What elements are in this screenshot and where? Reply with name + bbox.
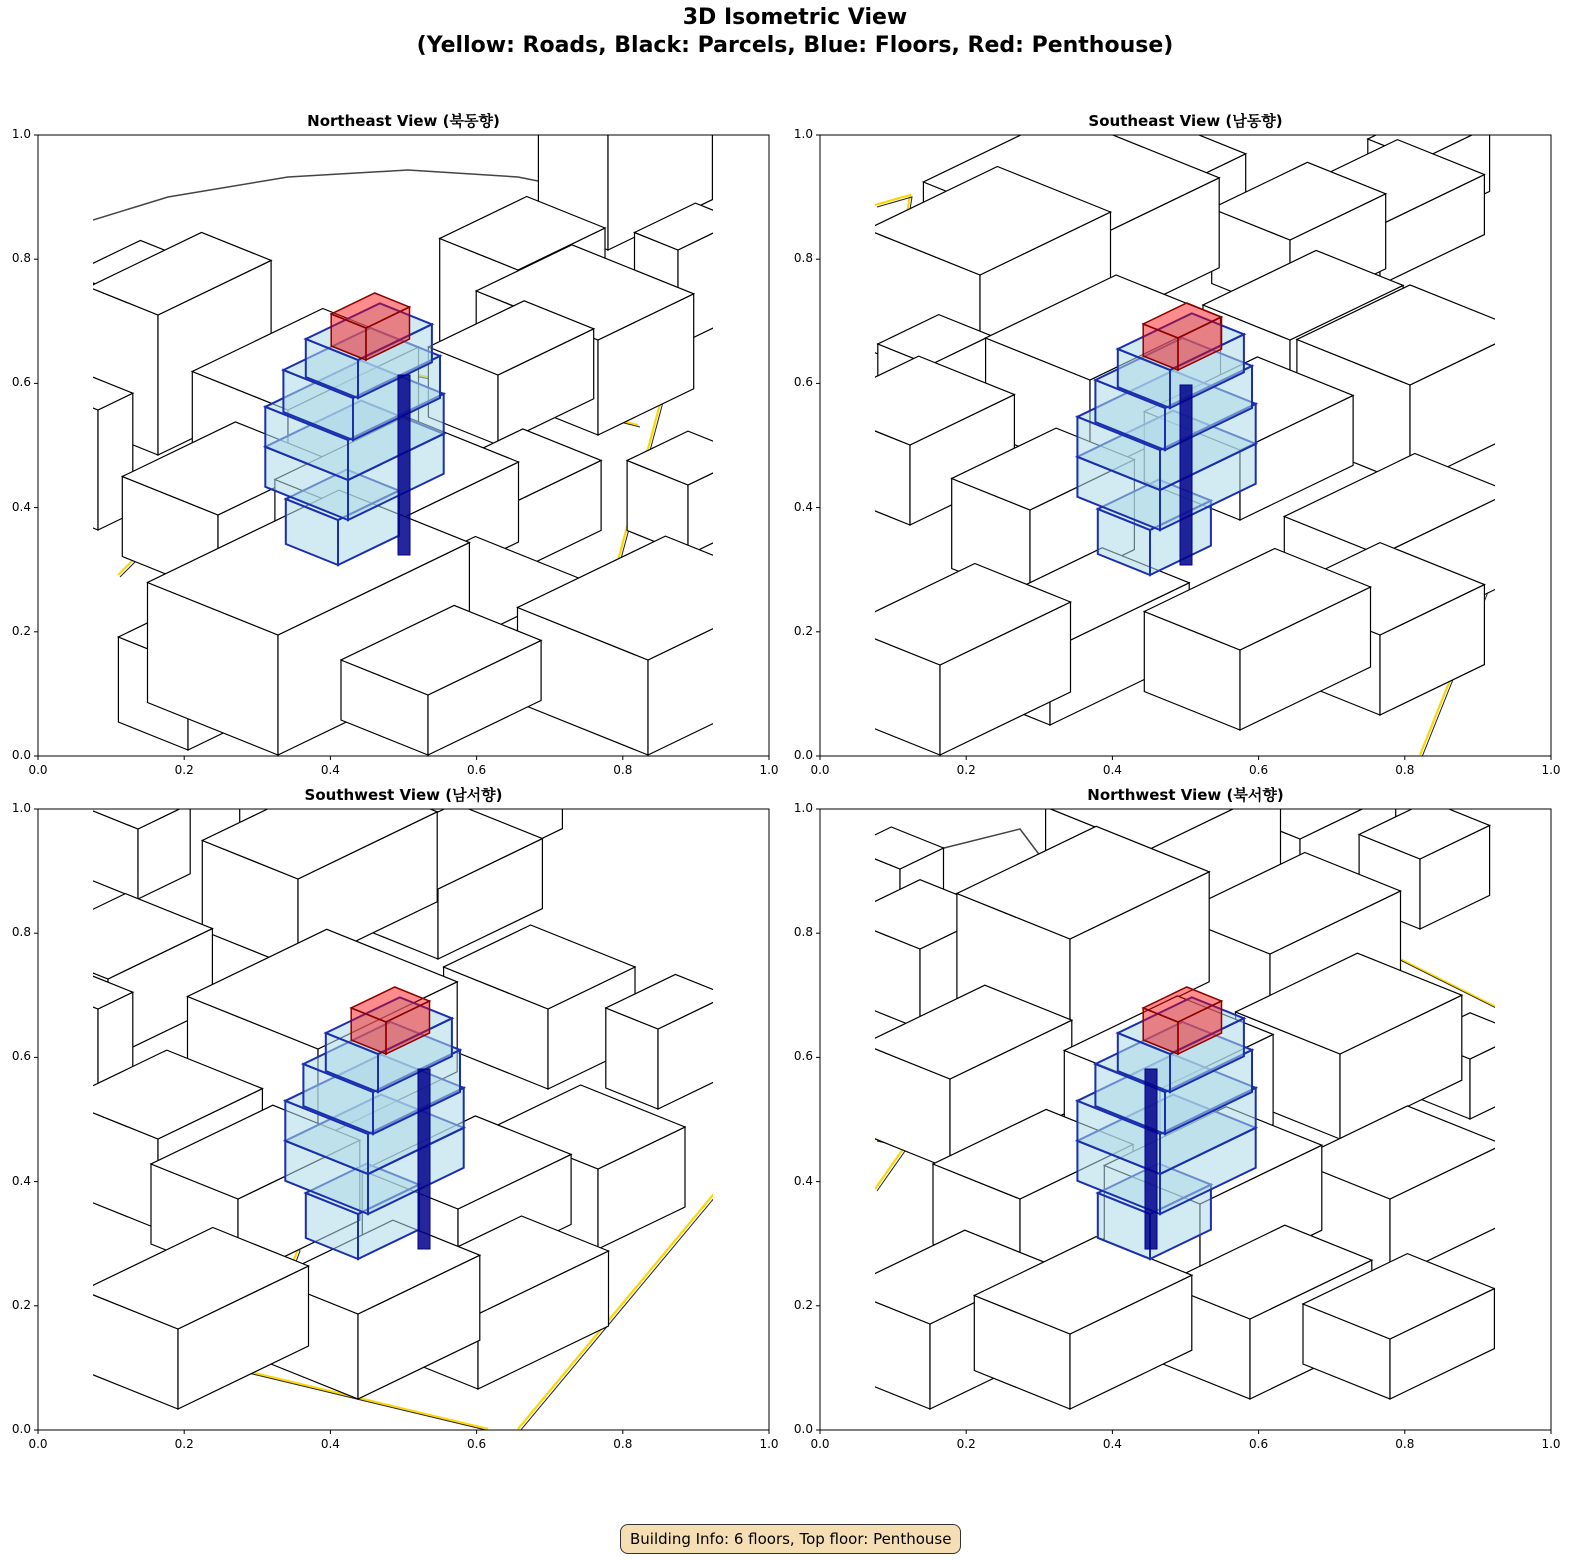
- y-tick-label: 0.4: [793, 1173, 813, 1188]
- block-left-face: [46, 988, 98, 1129]
- x-tick-label: 0.8: [613, 763, 633, 777]
- parcel-block: [20, 362, 133, 530]
- figure-title-line1: 3D Isometric View: [682, 5, 908, 30]
- scene-content: [20, 52, 796, 755]
- x-tick-label: 0.4: [320, 763, 340, 777]
- boundary-line: [93, 170, 558, 220]
- y-tick-label: 0.0: [11, 1422, 31, 1436]
- block-left-face: [20, 379, 98, 531]
- building-core: [1145, 1069, 1157, 1249]
- y-tick-label: 0.0: [793, 1422, 813, 1436]
- x-tick-label: 0.6: [1249, 1437, 1269, 1451]
- parcel-block: [844, 564, 1070, 756]
- x-tick-label: 0.2: [174, 763, 194, 777]
- y-tick-label: 1.0: [793, 127, 813, 141]
- x-tick-label: 0.2: [174, 1437, 194, 1451]
- y-tick-label: 0.6: [793, 1049, 813, 1064]
- x-tick-label: 0.4: [1102, 1437, 1122, 1451]
- y-tick-label: 0.2: [793, 1297, 813, 1312]
- scene-northwest: [820, 809, 1551, 1430]
- x-tick-label: 0.4: [1102, 763, 1122, 777]
- x-tick-label: 0.8: [1395, 763, 1415, 777]
- y-tick-label: 0.2: [11, 623, 31, 638]
- x-tick-label: 0.6: [467, 1437, 487, 1451]
- x-tick-label: 0.4: [320, 1437, 340, 1451]
- y-tick-label: 0.4: [11, 499, 31, 514]
- y-tick-label: 0.8: [793, 925, 813, 940]
- scene-content: [21, 727, 728, 1431]
- y-tick-label: 0.6: [793, 375, 813, 390]
- scene-southwest: [38, 809, 769, 1430]
- parcel-block: [518, 536, 796, 755]
- y-tick-label: 0.4: [793, 499, 813, 514]
- building-core: [398, 375, 410, 555]
- figure-title-line2: (Yellow: Roads, Black: Parcels, Blue: Floors, Red: Penthouse): [416, 33, 1174, 58]
- x-tick-label: 0.6: [467, 763, 487, 777]
- y-tick-label: 0.0: [793, 748, 813, 762]
- y-tick-label: 0.2: [11, 1297, 31, 1312]
- plot-southeast: [820, 135, 1551, 756]
- y-tick-label: 0.0: [11, 748, 31, 762]
- x-tick-label: 0.0: [28, 1437, 48, 1451]
- y-tick-label: 0.8: [11, 925, 31, 940]
- x-tick-label: 0.8: [1395, 1437, 1415, 1451]
- x-tick-label: 0.2: [956, 1437, 976, 1451]
- x-tick-label: 0.0: [28, 763, 48, 777]
- scene-content: [842, 744, 1522, 1409]
- x-tick-label: 0.2: [956, 763, 976, 777]
- y-tick-label: 0.6: [11, 375, 31, 390]
- y-tick-label: 1.0: [11, 127, 31, 141]
- x-tick-label: 1.0: [759, 1437, 779, 1451]
- building-info-box: Building Info: 6 floors, Top floor: Penthouse: [620, 1524, 961, 1554]
- parcel-block: [1144, 549, 1370, 731]
- panel-title-northeast: Northeast View (북동향): [307, 112, 500, 130]
- x-tick-label: 0.6: [1249, 763, 1269, 777]
- x-tick-label: 0.0: [810, 763, 830, 777]
- figure-title: [0, 4, 1590, 60]
- scene-northeast: [38, 135, 769, 756]
- x-tick-label: 1.0: [1541, 763, 1561, 777]
- scene-content: [814, 105, 1523, 757]
- y-tick-label: 0.6: [11, 1049, 31, 1064]
- parcel-block: [627, 431, 749, 555]
- y-tick-label: 1.0: [11, 801, 31, 815]
- x-tick-label: 1.0: [1541, 1437, 1561, 1451]
- parcel-block: [82, 1228, 308, 1410]
- plot-northeast: [38, 135, 769, 756]
- plot-southwest: [38, 809, 769, 1430]
- y-tick-label: 0.8: [11, 251, 31, 266]
- panel-title-northwest: Northwest View (북서향): [1087, 786, 1284, 804]
- x-tick-label: 1.0: [759, 763, 779, 777]
- y-tick-label: 0.8: [793, 251, 813, 266]
- y-tick-label: 0.2: [793, 623, 813, 638]
- panel-title-southeast: Southeast View (남동향): [1088, 112, 1283, 130]
- y-tick-label: 0.4: [11, 1173, 31, 1188]
- y-tick-label: 1.0: [793, 801, 813, 815]
- x-tick-label: 0.0: [810, 1437, 830, 1451]
- plot-northwest: [820, 809, 1551, 1430]
- panel-title-southwest: Southwest View (남서향): [304, 786, 503, 804]
- x-tick-label: 0.8: [613, 1437, 633, 1451]
- building-core: [418, 1069, 430, 1249]
- building-core: [1180, 385, 1192, 565]
- scene-southeast: [820, 135, 1551, 756]
